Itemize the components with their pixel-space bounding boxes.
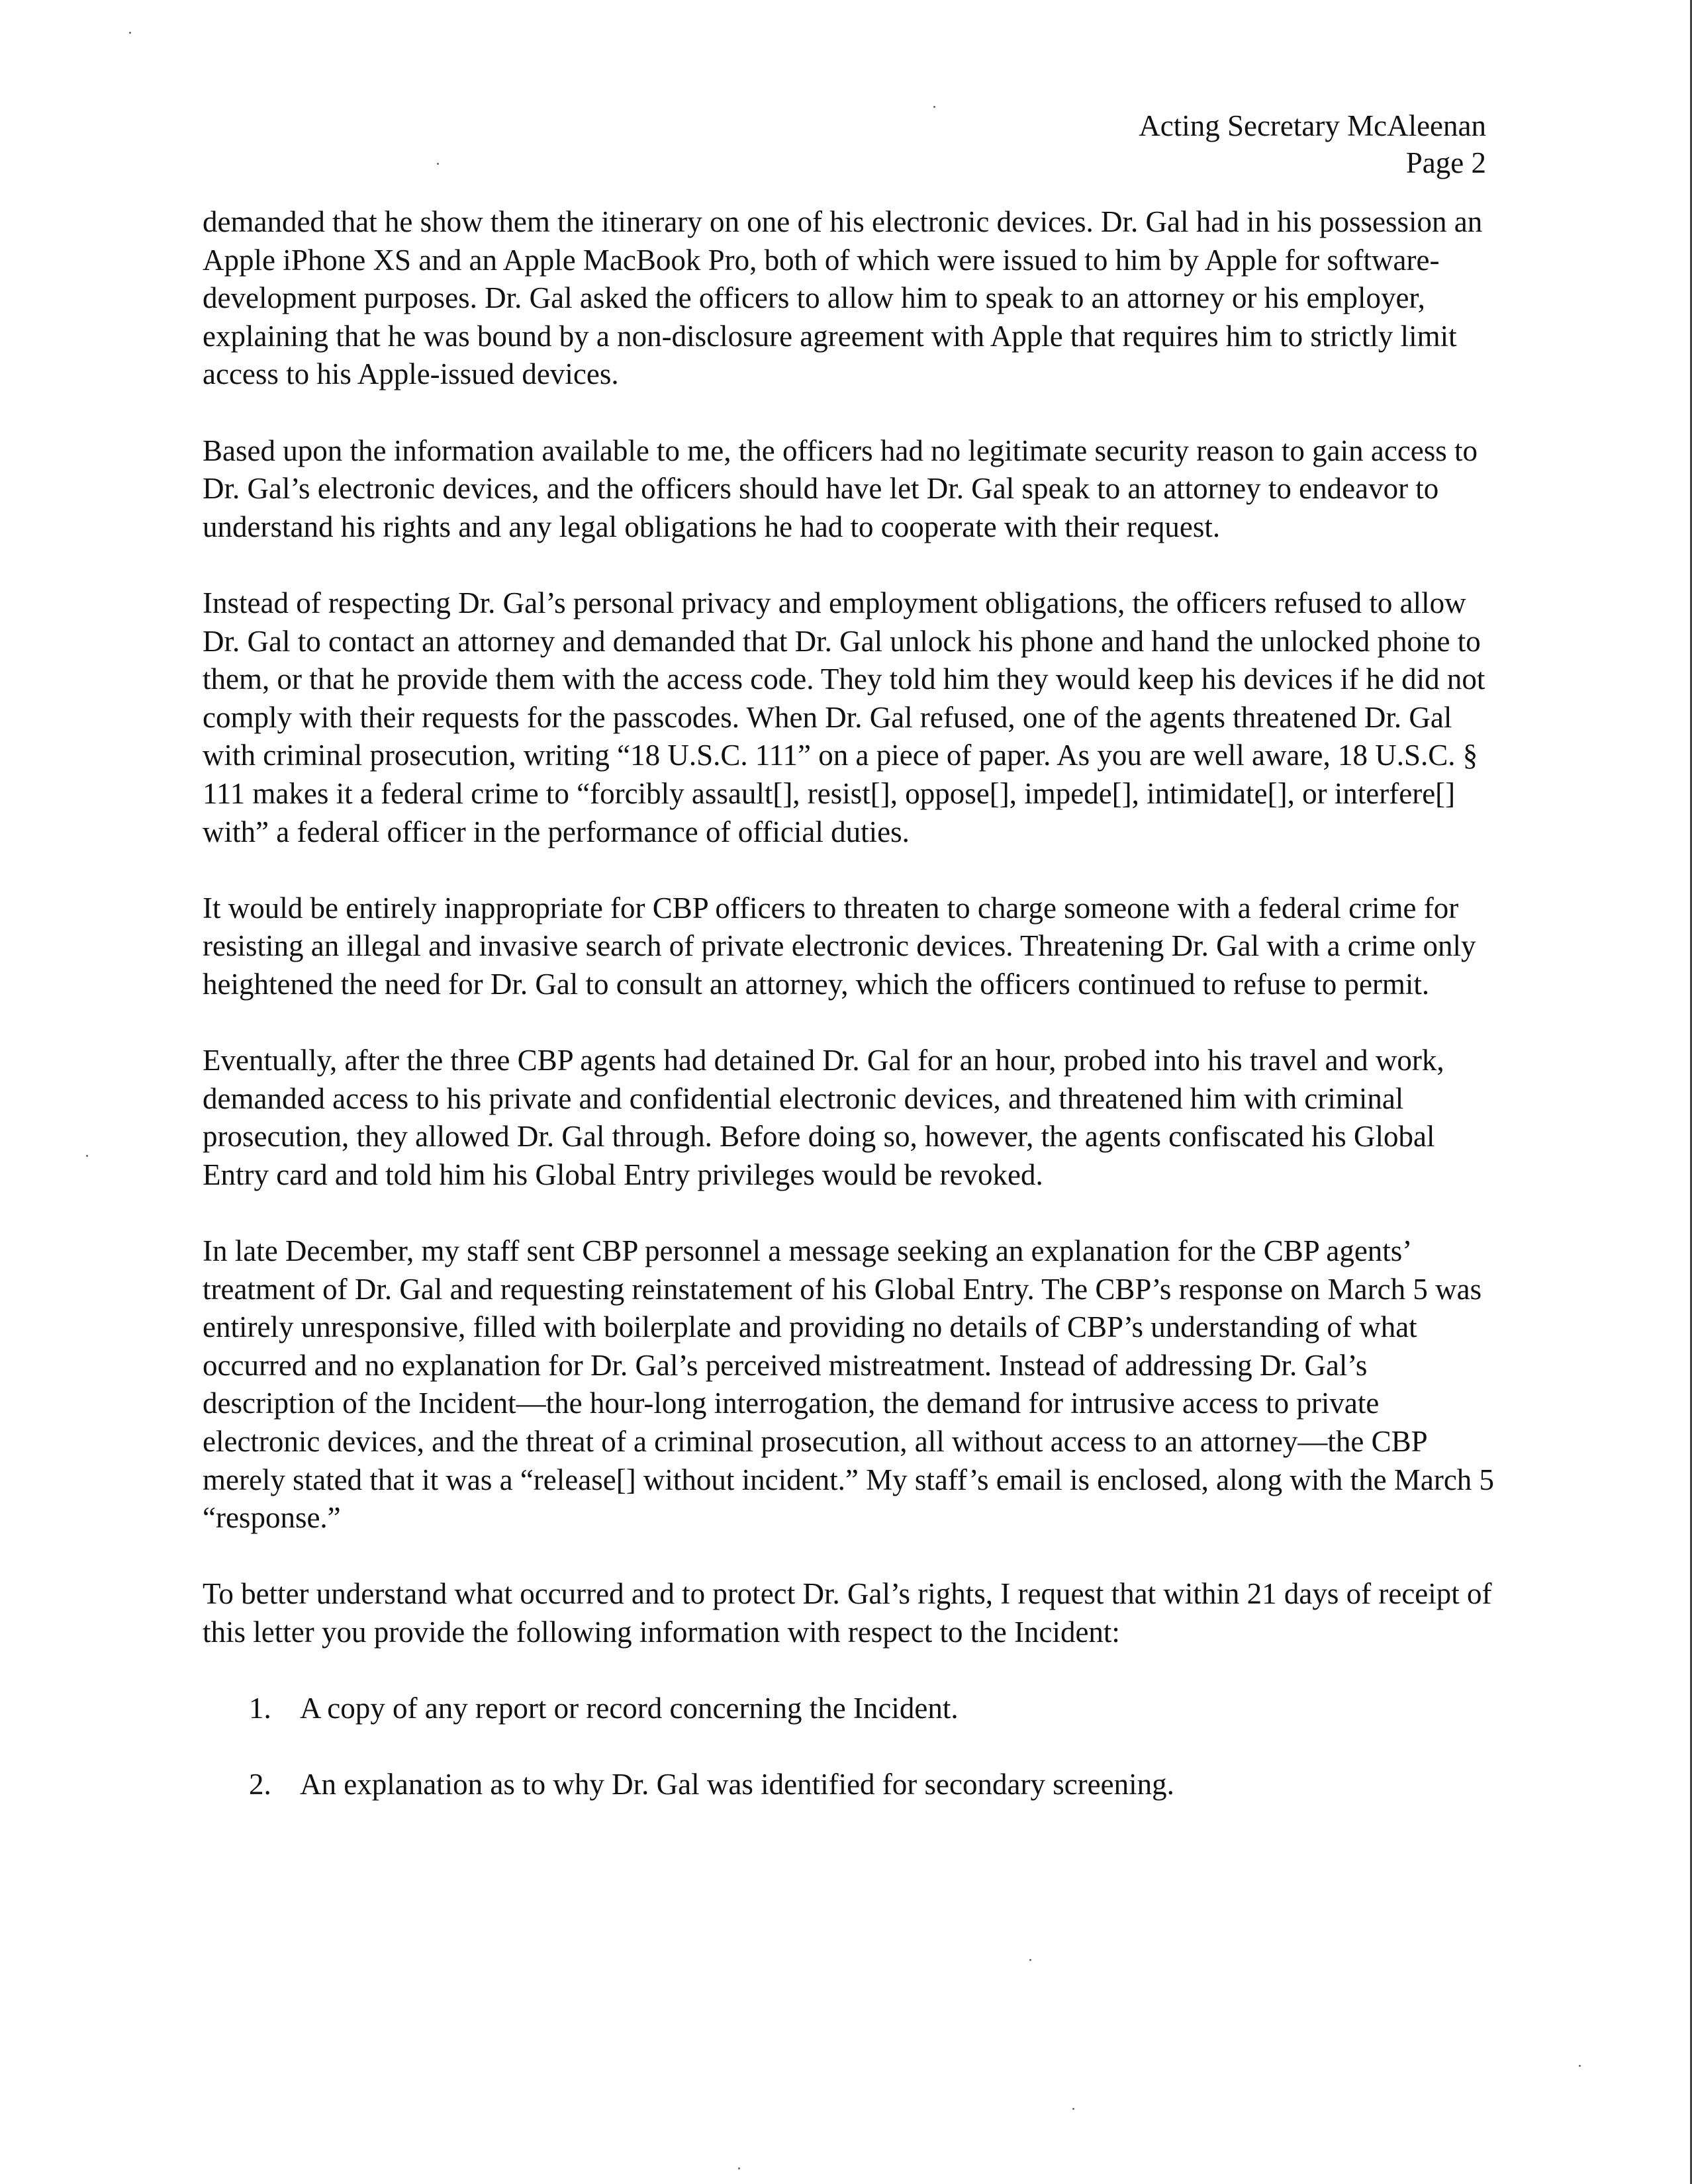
paragraph: Instead of respecting Dr. Gal’s personal privacy and employment obligations, the officers refused to allow Dr. Gal to contact an attorney and demanded that Dr. Gal unlock his phone and hand the unlocked phone to them, or that he provide them with the access code. They told him they would keep his devices if he did not comply with their requests for the passcodes. When Dr. Gal refused, one of the agents threatened Dr. Gal with criminal prosecution, writing “18 U.S.C. 111” on a piece of paper. As you are well aware, 18 U.S.C. § 111 makes it a federal crime to “forcibly assault[], resist[], oppose[], impede[], intimidate[], or interfere[] with” a federal officer in the performance of official duties.: [203, 586, 1485, 848]
list-number: 1.: [249, 1692, 271, 1725]
scan-speck: [933, 106, 935, 108]
scan-speck: [738, 2167, 740, 2169]
list-number: 2.: [249, 1768, 271, 1801]
scan-speck: [1072, 2108, 1074, 2110]
list-item: [203, 1690, 1500, 1728]
letter-body: [203, 203, 1500, 1843]
scan-speck: [1029, 1959, 1031, 1961]
scan-speck: [129, 32, 131, 34]
list-text: A copy of any report or record concerning the Incident.: [300, 1692, 959, 1725]
request-list: [203, 1690, 1500, 1804]
paragraph: Based upon the information available to me, the officers had no legitimate security reason to gain access to Dr. Gal’s electronic devices, and the officers should have let Dr. Gal speak to an attorney to endeavor to understand his rights and any legal obligations he had to cooperate with their request.: [203, 433, 1478, 543]
paragraph: Eventually, after the three CBP agents had detained Dr. Gal for an hour, probed into his travel and work, demanded access to his private and confidential electronic devices, and threatened him with criminal prosecution, they allowed Dr. Gal through. Before doing so, however, the agents confiscated his Global Entry card and told him his Global Entry privileges would be revoked.: [203, 1044, 1444, 1191]
list-text: An explanation as to why Dr. Gal was identified for secondary screening.: [300, 1768, 1174, 1801]
addressee-line: Acting Secretary McAleenan: [1139, 109, 1486, 142]
letter-header: [1139, 107, 1486, 181]
paragraph: In late December, my staff sent CBP personnel a message seeking an explanation for the CBP agents’ treatment of Dr. Gal and requesting reinstatement of his Global Entry. The CBP’s response on March 5 was entirely unresponsive, filled with boilerplate and providing no details of CBP’s understanding of what occurred and no explanation for Dr. Gal’s perceived mistreatment. Instead of addressing Dr. Gal’s description of the Incident—the hour-long interrogation, the demand for intrusive access to private electronic devices, and the threat of a criminal prosecution, all without access to an attorney—the CBP merely stated that it was a “release[] without incident.” My staff’s email is enclosed, along with the March 5 “response.”: [203, 1234, 1495, 1535]
paragraph: demanded that he show them the itinerary on one of his electronic devices. Dr. Gal had in his possession an Apple iPhone XS and an Apple MacBook Pro, both of which were issued to him by Apple for software-development purposes. Dr. Gal asked the officers to allow him to speak to an attorney or his employer, explaining that he was bound by a non-disclosure agreement with Apple that requires him to strictly limit access to his Apple-issued devices.: [203, 205, 1483, 391]
scan-speck: [437, 163, 439, 165]
list-item: [203, 1766, 1500, 1804]
page-number: Page 2: [1405, 146, 1486, 179]
scan-speck: [1579, 2065, 1581, 2067]
scan-speck: [86, 1155, 88, 1157]
paragraph: It would be entirely inappropriate for CBP officers to threaten to charge someone with a federal crime for resisting an illegal and invasive search of private electronic devices. Threatening Dr. Gal with a crime only heightened the need for Dr. Gal to consult an attorney, which the officers continued to refuse to permit.: [203, 891, 1476, 1001]
paragraph: To better understand what occurred and to protect Dr. Gal’s rights, I request that within 21 days of receipt of this letter you provide the following information with respect to the Incident:: [203, 1577, 1492, 1649]
